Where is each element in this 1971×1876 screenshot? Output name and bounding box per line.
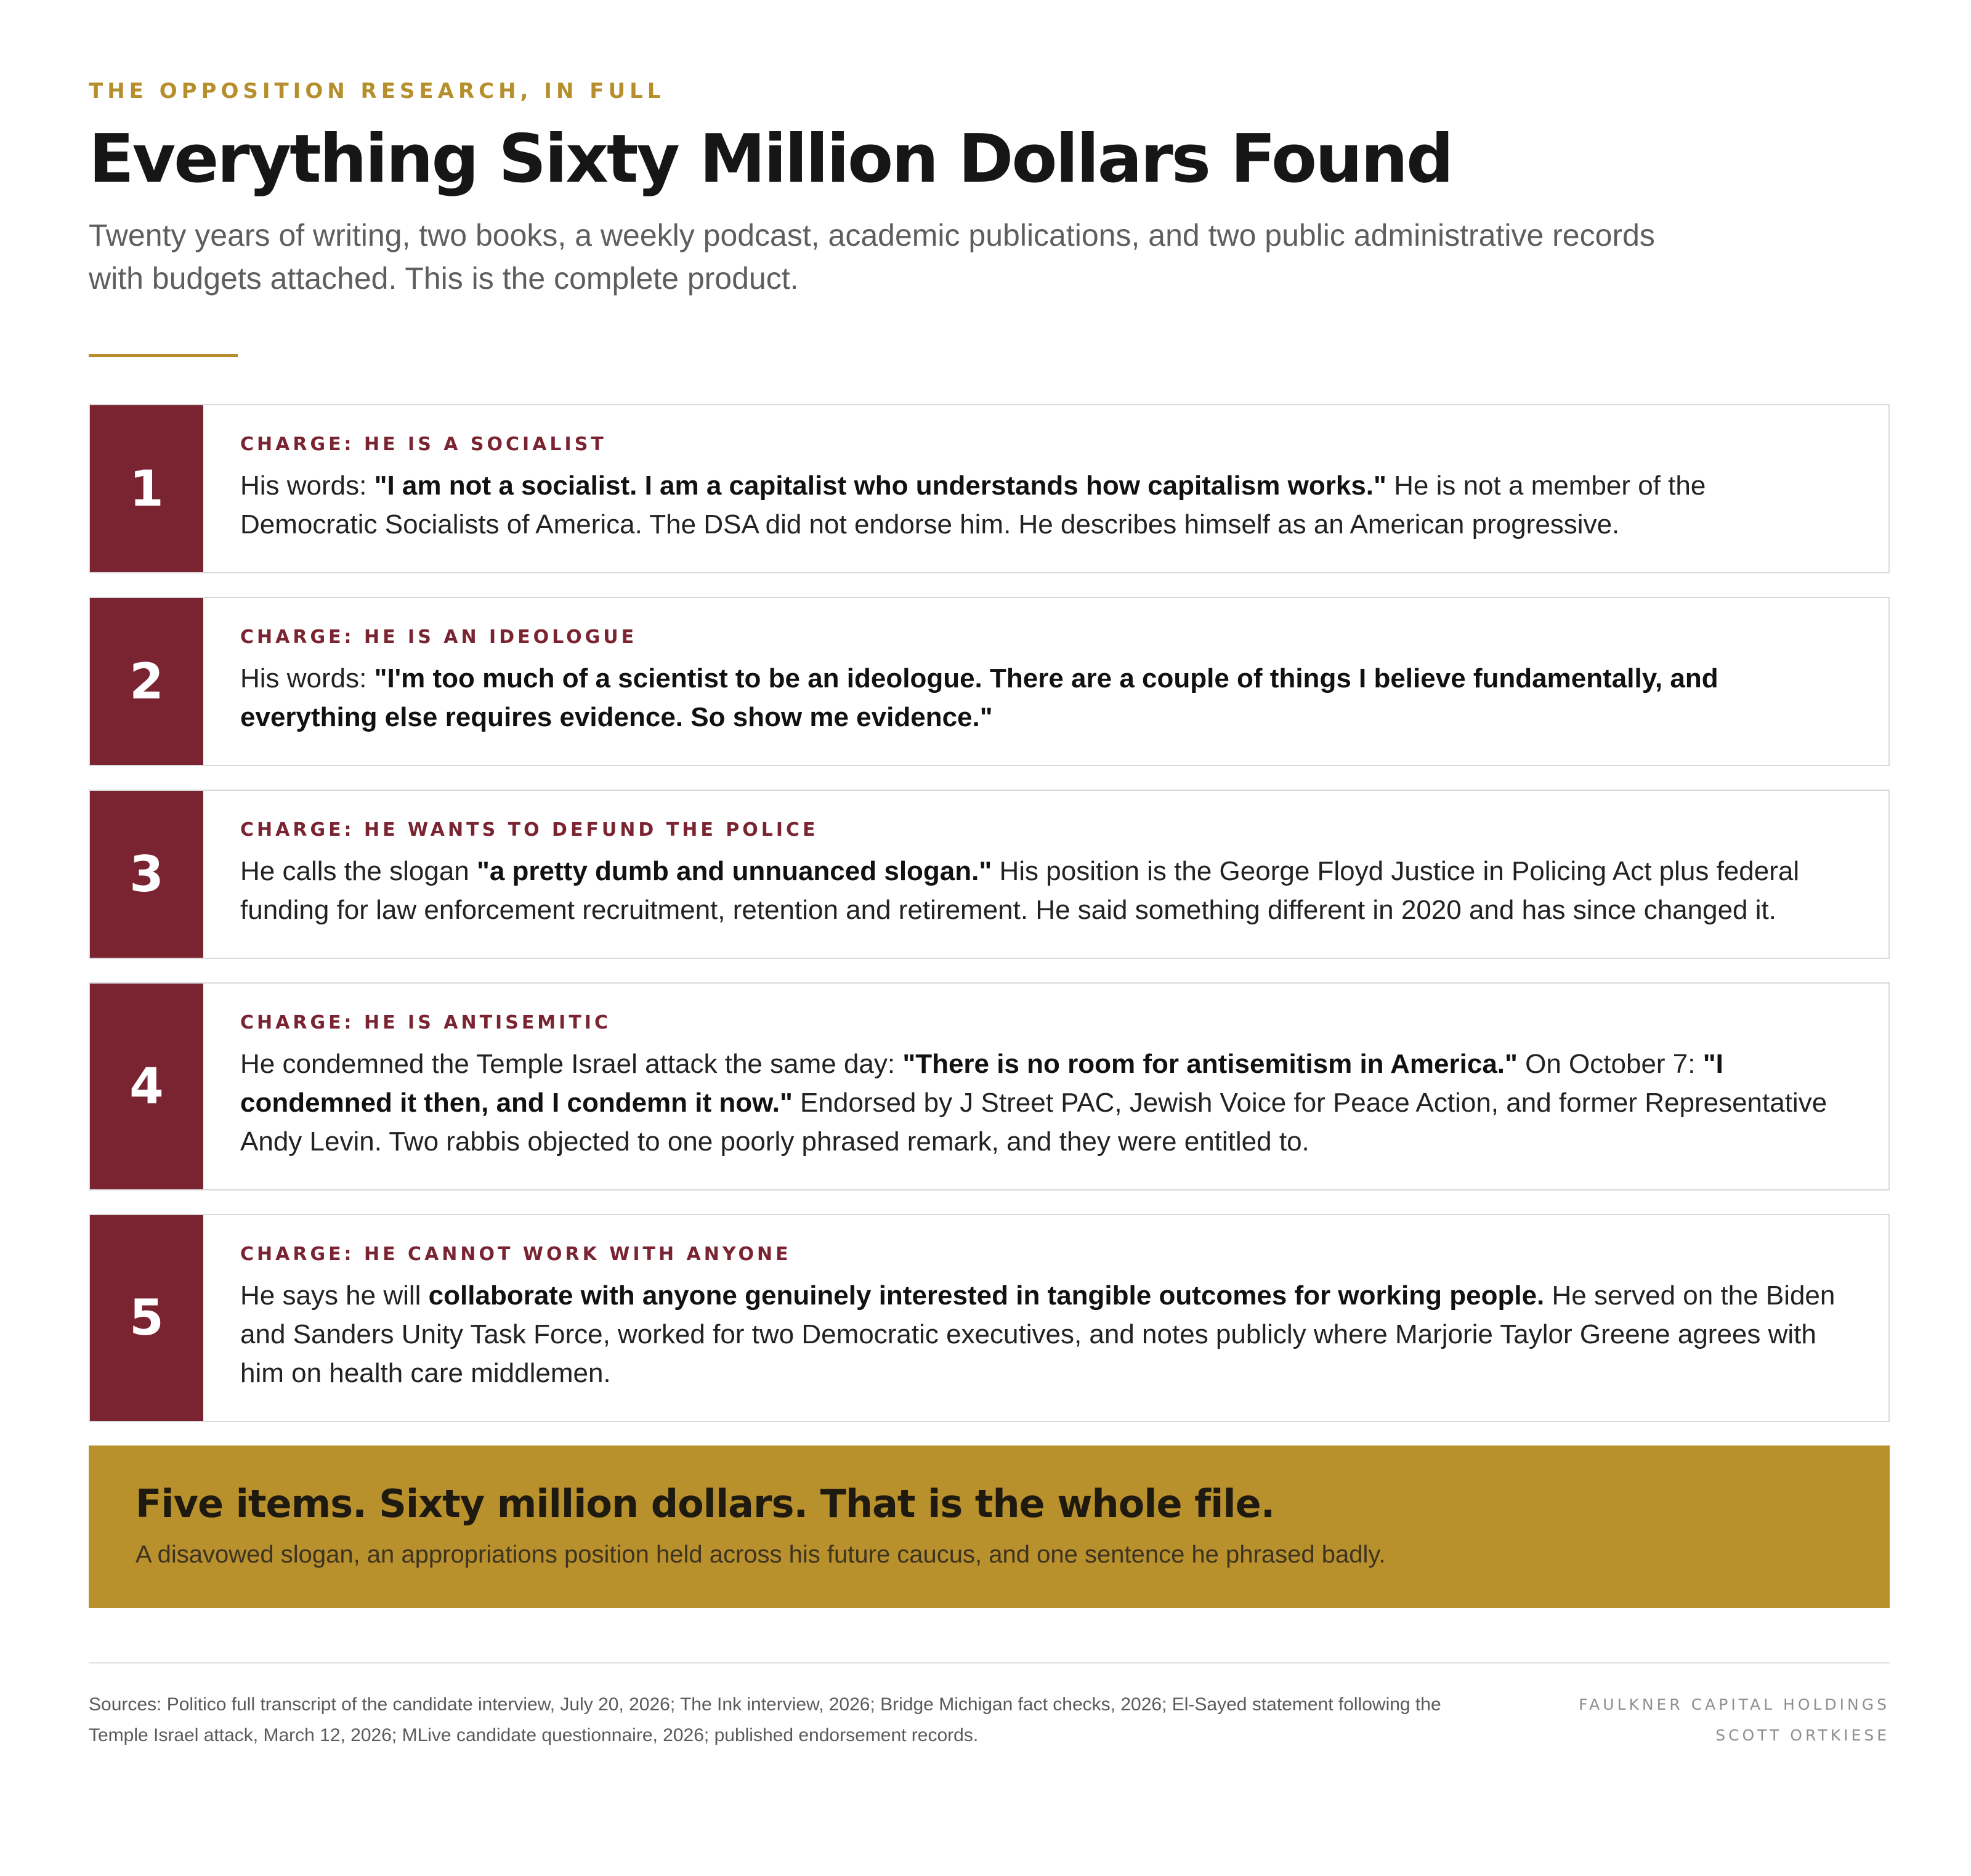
quoted-statement: "a pretty dumb and unnuanced slogan." (477, 855, 992, 886)
credit-author: SCOTT ORTKIESE (1715, 1726, 1890, 1744)
charge-content (203, 405, 1888, 572)
quoted-statement: "I'm too much of a scientist to be an ideologue. There are a couple of things I believe fundamentally, and everything else requires evidence. So show me evidence." (240, 663, 1718, 732)
charge-label: CHARGE: HE CANNOT WORK WITH ANYONE (240, 1243, 791, 1265)
credit-organization: FAULKNER CAPITAL HOLDINGS (1579, 1695, 1890, 1713)
credits (1579, 1689, 1890, 1751)
callout-subtext: A disavowed slogan, an appropriations position held across his future caucus, and one sentence he phrased badly. (136, 1540, 1386, 1568)
quoted-statement: "There is no room for antisemitism in America." (902, 1048, 1518, 1079)
charge-card-1 (89, 404, 1890, 573)
charge-label: CHARGE: HE IS ANTISEMITIC (240, 1011, 611, 1033)
charge-content (203, 1215, 1888, 1421)
charge-card-5 (89, 1214, 1890, 1422)
footer-divider (89, 1662, 1890, 1664)
rebuttal-text: His position is the George Floyd Justice in Policing Act plus federal funding for law enforcement recruitment, retention and retirement. He said something different in 2020 and has since changed it. (240, 855, 1800, 925)
charge-rebuttal (240, 1276, 1849, 1393)
charge-number: 4 (90, 984, 203, 1189)
opposition-research-page (89, 79, 1890, 1751)
charge-number: 1 (90, 405, 203, 572)
charge-label: CHARGE: HE IS AN IDEOLOGUE (240, 626, 637, 648)
quoted-statement: "I condemned it then, and I condemn it now." (240, 1048, 1723, 1118)
charge-number: 2 (90, 598, 203, 765)
page-subtitle: Twenty years of writing, two books, a weekly podcast, academic publications, and two public administrative records with budgets attached. This is the complete product. (89, 217, 1655, 296)
rebuttal-text: On October 7: (1517, 1048, 1703, 1079)
charge-rebuttal (240, 852, 1849, 929)
kicker: THE OPPOSITION RESEARCH, IN FULL (89, 79, 665, 103)
charge-rebuttal (240, 466, 1849, 544)
charge-number: 3 (90, 791, 203, 958)
rebuttal-text: He is not a member of the Democratic Socialists of America. The DSA did not endorse him. He describes himself as an American progressive. (240, 470, 1706, 540)
quoted-statement: "I am not a socialist. I am a capitalist who understands how capitalism works." (374, 470, 1386, 501)
charge-label: CHARGE: HE WANTS TO DEFUND THE POLICE (240, 819, 819, 841)
charge-number: 5 (90, 1215, 203, 1421)
charge-rebuttal (240, 659, 1849, 737)
charge-list (89, 404, 1890, 1422)
accent-rule (89, 354, 238, 357)
quoted-statement: collaborate with anyone genuinely interested in tangible outcomes for working people. (428, 1280, 1545, 1311)
charge-card-4 (89, 982, 1890, 1191)
footer (89, 1689, 1890, 1751)
rebuttal-text: His words: (240, 470, 374, 501)
rebuttal-text: He served on the Biden and Sanders Unity Task Force, worked for two Democratic executives, and notes publicly where Marjorie Taylor Greene agrees with him on health care middlemen. (240, 1280, 1835, 1388)
rebuttal-text: He condemned the Temple Israel attack the same day: (240, 1048, 903, 1079)
sources-note: Sources: Politico full transcript of the candidate interview, July 20, 2026; The Ink interview, 2026; Bridge Michigan fact checks, 2026; El-Sayed statement following the Temple Israel attack, March 12, 2026; MLive candidate questionnaire, 2026; published endorsement records. (89, 1694, 1441, 1745)
page-title: Everything Sixty Million Dollars Found (89, 121, 1452, 198)
charge-content (203, 791, 1888, 958)
rebuttal-text: His words: (240, 663, 374, 693)
charge-card-2 (89, 597, 1890, 766)
charge-rebuttal (240, 1045, 1849, 1161)
rebuttal-text: He calls the slogan (240, 855, 477, 886)
callout-headline: Five items. Sixty million dollars. That is the whole file. (136, 1481, 1275, 1526)
summary-callout (89, 1445, 1890, 1608)
rebuttal-text: He says he will (240, 1280, 429, 1311)
charge-content (203, 598, 1888, 765)
charge-label: CHARGE: HE IS A SOCIALIST (240, 433, 607, 455)
charge-card-3 (89, 790, 1890, 959)
rebuttal-text: Endorsed by J Street PAC, Jewish Voice for Peace Action, and former Representative Andy Levin. Two rabbis objected to one poorly phrased remark, and they were entitled to. (240, 1087, 1827, 1157)
charge-content (203, 984, 1888, 1189)
